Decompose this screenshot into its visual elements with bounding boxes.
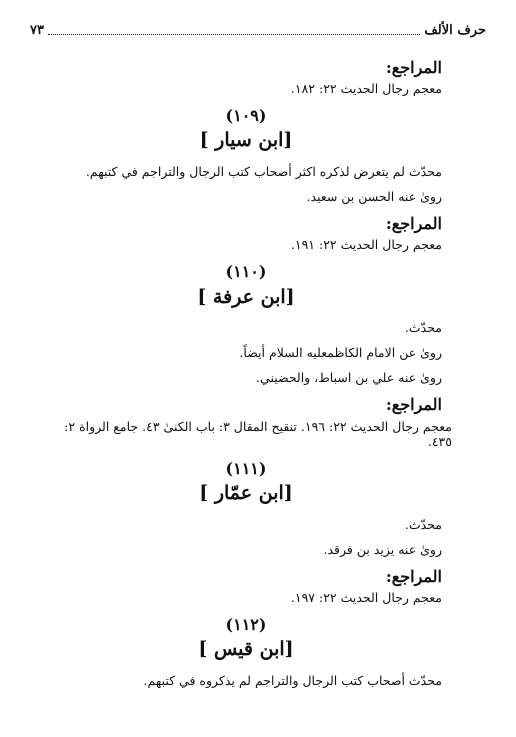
- entry-text: روىٰ عنه يزيد بن فرقد.: [323, 541, 442, 557]
- section-title: حرف الألف: [424, 22, 486, 38]
- entry-text: محدّث.: [404, 320, 442, 336]
- page-number: ٧٣: [30, 22, 44, 38]
- entry-title: [ابن قيس ]: [198, 637, 294, 660]
- entry-number: (١١١): [225, 458, 267, 478]
- references-heading: المراجع:: [385, 58, 442, 77]
- references-text: معجم رجال الحديث ٢٢: ١٩١.: [290, 237, 442, 253]
- references-line: معجم رجال الحديث ٢٢: ١٩٦. تنقيح المقال ٣: باب الكنىٰ ٤٣. جامع الرواة ٢:: [64, 418, 452, 434]
- dotted-leader: [48, 26, 420, 35]
- entry-title: [ابن عرفة ]: [197, 285, 295, 308]
- entry-title: [ابن سيار ]: [199, 129, 293, 152]
- entry-title: [ابن عمّار ]: [199, 481, 293, 504]
- references-text: [50, 418, 452, 449]
- references-text: معجم رجال الحديث ٢٢: ١٩٧.: [290, 589, 442, 605]
- entry-text: روىٰ عنه الحسن بن سعيد.: [306, 189, 442, 205]
- entry-text: محدّث أصحاب كتب الرجال والتراجم لم يذكروه في كتبهم.: [143, 672, 442, 688]
- references-heading: المراجع:: [385, 214, 442, 234]
- page-content: [50, 58, 452, 698]
- references-heading: المراجع:: [385, 566, 442, 586]
- entry-number: (١١٠): [225, 262, 267, 282]
- references-heading: المراجع:: [385, 395, 442, 415]
- entry-text: محدّث لم يتعرض لذكره اكثر أصحاب كتب الرجال والتراجم في كتبهم.: [85, 164, 442, 180]
- entry-text: روىٰ عن الامام الكاظمعليه السلام أيضاً.: [239, 345, 442, 361]
- running-header: [30, 20, 486, 40]
- entry-text: روىٰ عنه علي بن اسباط، والحضيني.: [256, 370, 442, 386]
- references-text: معجم رجال الحديث ٢٢: ١٨٢.: [290, 81, 442, 97]
- entry-text: محدّث.: [404, 516, 442, 532]
- references-line: ٤٣٥.: [427, 433, 452, 449]
- entry-number: (١٠٩): [225, 106, 267, 126]
- entry-number: (١١٢): [225, 614, 267, 634]
